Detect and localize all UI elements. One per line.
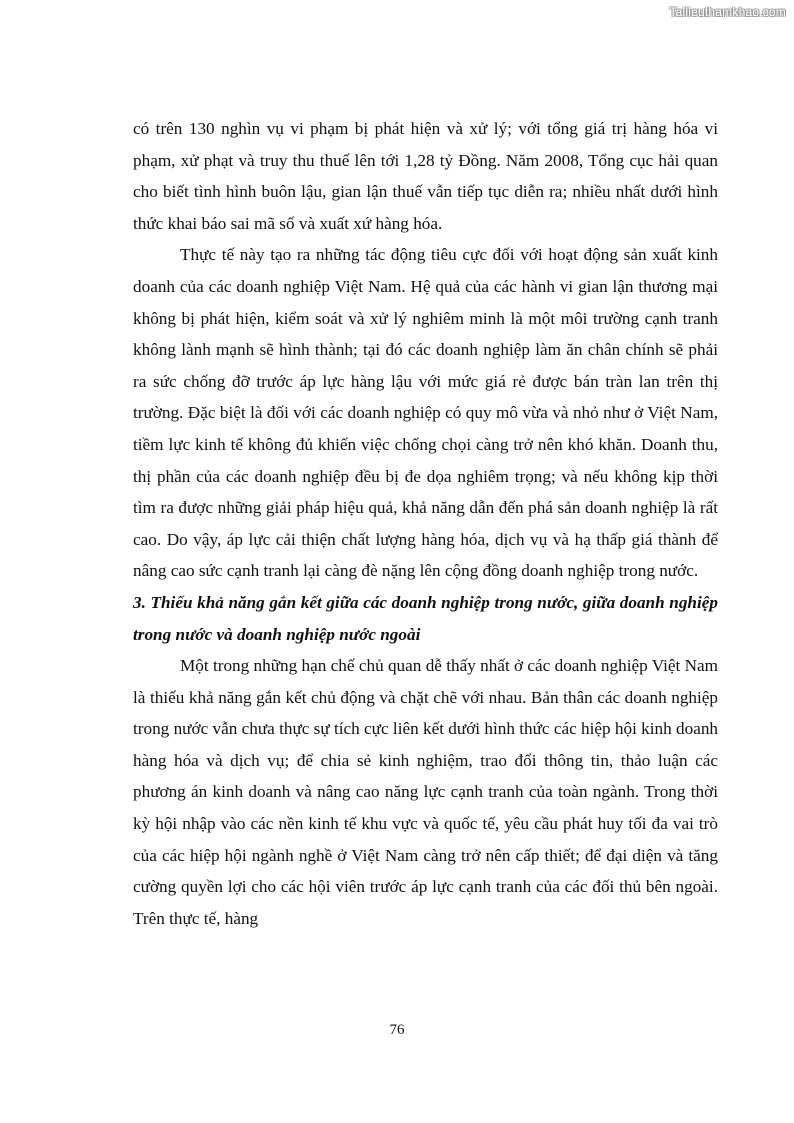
paragraph-continued: có trên 130 nghìn vụ vi phạm bị phát hiện và xử lý; với tổng giá trị hàng hóa vi phạm, xử phạt và truy thu thuế lên tới 1,28 tỷ Đồng. Năm 2008, Tổng cục hải quan cho biết tình hình buôn lậu, gian lận thuế vẫn tiếp tục diễn ra; nhiều nhất dưới hình thức khai báo sai mã số và xuất xứ hàng hóa. [133, 119, 718, 233]
paragraph-limitations: Một trong những hạn chế chủ quan dễ thấy nhất ở các doanh nghiệp Việt Nam là thiếu khả năng gắn kết chủ động và chặt chẽ với nhau. Bản thân các doanh nghiệp trong nước vẫn chưa thực sự tích cực liên kết dưới hình thức các hiệp hội kinh doanh hàng hóa và dịch vụ; để chia sẻ kinh nghiệm, trao đổi thông tin, thảo luận các phương án kinh doanh và nâng cao năng lực cạnh tranh của toàn ngành. Trong thời kỳ hội nhập vào các nền kinh tế khu vực và quốc tế, yêu cầu phát huy tối đa vai trò của các hiệp hội ngành nghề ở Việt Nam càng trở nên cấp thiết; để đại diện và tăng cường quyền lợi cho các hội viên trước áp lực cạnh tranh của các đối thủ bên ngoài. Trên thực tế, hàng [133, 656, 719, 928]
page-number: 76 [389, 1022, 405, 1038]
paragraph-consequences: Thực tế này tạo ra những tác động tiêu cực đối với hoạt động sản xuất kinh doanh của các doanh nghiệp Việt Nam. Hệ quả của các hành vi gian lận thương mại không bị phát hiện, kiểm soát và xử lý nghiêm minh là một môi trường cạnh tranh không lành mạnh sẽ hình thành; tại đó các doanh nghiệp làm ăn chân chính sẽ phải ra sức chống đỡ trước áp lực hàng lậu với mức giá rẻ được bán tràn lan trên thị trường. Đặc biệt là đối với các doanh nghiệp có quy mô vừa và nhỏ như ở Việt Nam, tiềm lực kinh tế không đủ khiến việc chống chọi càng trở nên khó khăn. Doanh thu, thị phần của các doanh nghiệp đều bị đe dọa nghiêm trọng; và nếu không kịp thời tìm ra được những giải pháp hiệu quả, khả năng dẫn đến phá sản doanh nghiệp là rất cao. Do vậy, áp lực cải thiện chất lượng hàng hóa, dịch vụ và hạ thấp giá thành để nâng cao sức cạnh tranh lại càng đè nặng lên cộng đồng doanh nghiệp trong nước. [133, 245, 718, 581]
section-heading: 3. Thiếu khả năng gắn kết giữa các doanh nghiệp trong nước, giữa doanh nghiệp trong nước và doanh nghiệp nước ngoài [133, 592, 718, 644]
document-body [133, 113, 718, 934]
watermark: Tailieuthamkhao.com [669, 5, 786, 19]
